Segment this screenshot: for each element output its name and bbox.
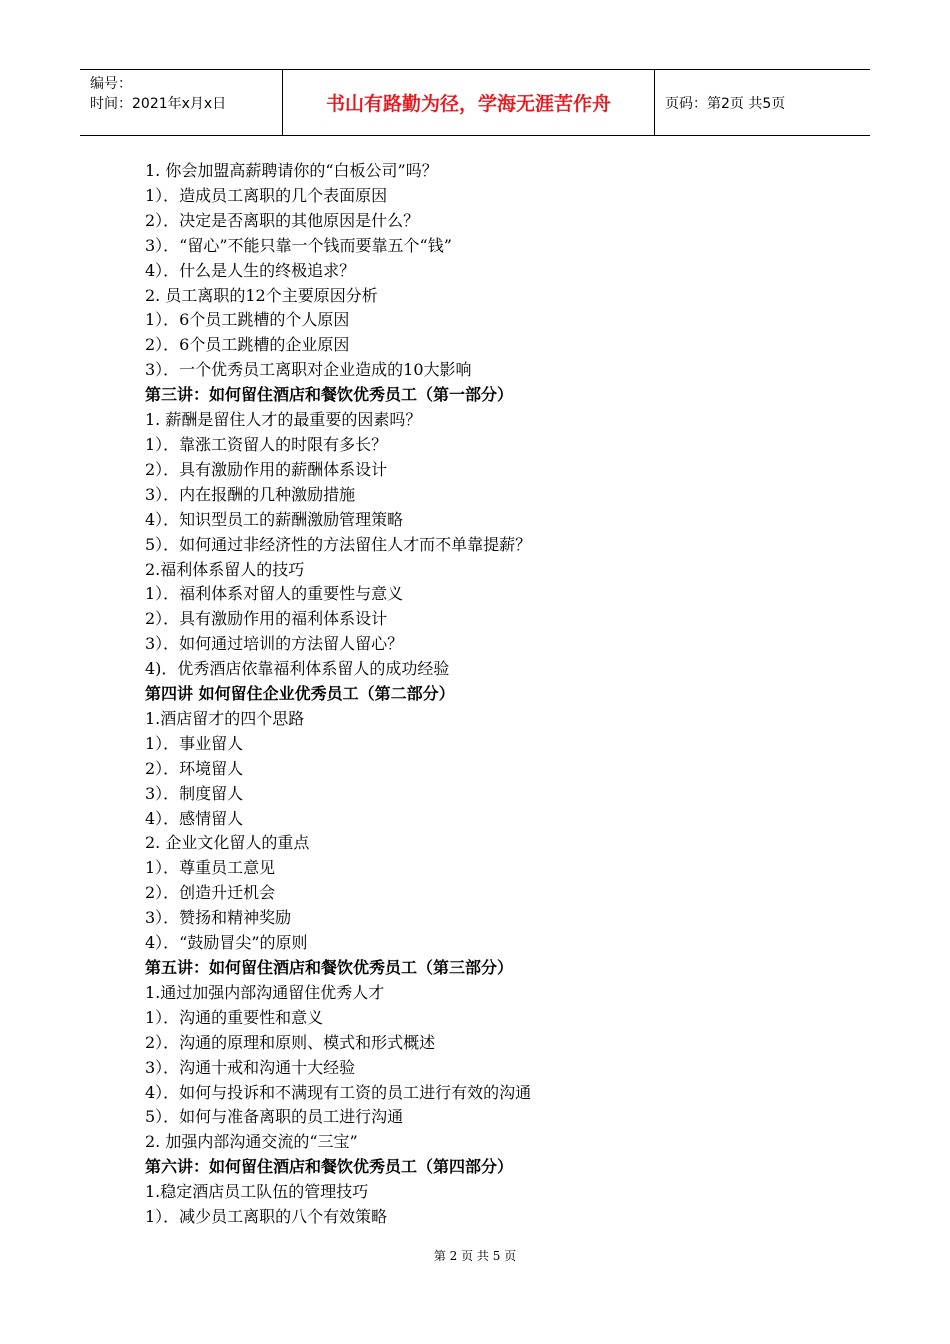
outline-item: 1）．6个员工跳槽的个人原因 bbox=[145, 310, 350, 330]
outline-item: 2）．沟通的原理和原则、模式和形式概述 bbox=[145, 1032, 436, 1052]
outline-item: 4)．优秀酒店依靠福利体系留人的成功经验 bbox=[145, 659, 450, 679]
document-body bbox=[145, 159, 835, 1230]
outline-item: 2. 加强内部沟通交流的“三宝” bbox=[145, 1132, 358, 1152]
outline-item: 3）．内在报酬的几种激励措施 bbox=[145, 484, 356, 504]
outline-item: 1）．造成员工离职的几个表面原因 bbox=[145, 185, 388, 205]
outline-item: 1.稳定酒店员工队伍的管理技巧 bbox=[145, 1182, 369, 1202]
section-heading: 第三讲：如何留住酒店和餐饮优秀员工（第一部分） bbox=[145, 385, 514, 405]
header-meta bbox=[80, 70, 283, 135]
outline-item: 2）．创造升迁机会 bbox=[145, 883, 276, 903]
outline-item: 1）．减少员工离职的八个有效策略 bbox=[145, 1207, 388, 1227]
outline-item: 1. 薪酬是留住人才的最重要的因素吗？ bbox=[145, 410, 422, 430]
page-footer: 第 2 页 共 5 页 bbox=[433, 1249, 517, 1263]
outline-item: 2）．6个员工跳槽的企业原因 bbox=[145, 335, 350, 355]
outline-item: 2. 企业文化留人的重点 bbox=[145, 833, 310, 853]
outline-item: 3）．如何通过培训的方法留人留心？ bbox=[145, 634, 404, 654]
outline-item: 3）．制度留人 bbox=[145, 783, 244, 803]
section-heading: 第四讲 如何留住企业优秀员工（第二部分） bbox=[145, 684, 455, 704]
page-header bbox=[80, 69, 870, 136]
outline-item: 3）．赞扬和精神奖励 bbox=[145, 908, 292, 928]
outline-item: 2）．环境留人 bbox=[145, 758, 244, 778]
outline-item: 1）．靠涨工资留人的时限有多长？ bbox=[145, 434, 388, 454]
outline-item: 1）．尊重员工意见 bbox=[145, 858, 276, 878]
outline-item: 1）．事业留人 bbox=[145, 733, 244, 753]
section-heading: 第五讲：如何留住酒店和餐饮优秀员工（第三部分） bbox=[145, 958, 514, 977]
outline-item: 4）．如何与投诉和不满现有工资的员工进行有效的沟通 bbox=[145, 1082, 532, 1102]
outline-item: 1）．沟通的重要性和意义 bbox=[145, 1007, 324, 1027]
outline-item: 5）．如何与准备离职的员工进行沟通 bbox=[145, 1107, 404, 1127]
outline-item: 5）．如何通过非经济性的方法留住人才而不单靠提薪？ bbox=[145, 534, 532, 554]
outline-item: 3）．一个优秀员工离职对企业造成的10大影响 bbox=[145, 360, 472, 380]
outline-item: 2）．决定是否离职的其他原因是什么？ bbox=[145, 210, 420, 230]
section-heading: 第六讲：如何留住酒店和餐饮优秀员工（第四部分） bbox=[145, 1157, 514, 1177]
outline-item: 4）．知识型员工的薪酬激励管理策略 bbox=[145, 509, 404, 529]
outline-item: 1.酒店留才的四个思路 bbox=[145, 708, 305, 728]
document-number-label: 编号： bbox=[90, 76, 132, 92]
outline-item: 3）．“留心”不能只靠一个钱而要靠五个“钱” bbox=[145, 235, 452, 255]
outline-item: 2.福利体系留人的技巧 bbox=[145, 559, 305, 579]
document-time-label: 时间：2021年x月x日 bbox=[90, 96, 227, 112]
outline-item: 3）．沟通十戒和沟通十大经验 bbox=[145, 1057, 356, 1077]
outline-item: 2）．具有激励作用的福利体系设计 bbox=[145, 609, 388, 629]
header-page-info: 页码：第2页 共5页 bbox=[665, 95, 786, 112]
outline-item: 1. 你会加盟高薪聘请你的“白板公司”吗？ bbox=[145, 161, 438, 180]
outline-item: 1.通过加强内部沟通留住优秀人才 bbox=[145, 982, 385, 1002]
outline-item: 4）．感情留人 bbox=[145, 808, 244, 828]
header-motto: 书山有路勤为径，学海无涯苦作舟 bbox=[283, 70, 655, 135]
outline-item: 2. 员工离职的12个主要原因分析 bbox=[145, 285, 378, 305]
outline-item: 4）．什么是人生的终极追求？ bbox=[145, 260, 356, 280]
outline-item: 2）．具有激励作用的薪酬体系设计 bbox=[145, 459, 388, 479]
outline-item: 1）．福利体系对留人的重要性与意义 bbox=[145, 584, 404, 604]
outline-item: 4）．“鼓励冒尖”的原则 bbox=[145, 933, 308, 953]
